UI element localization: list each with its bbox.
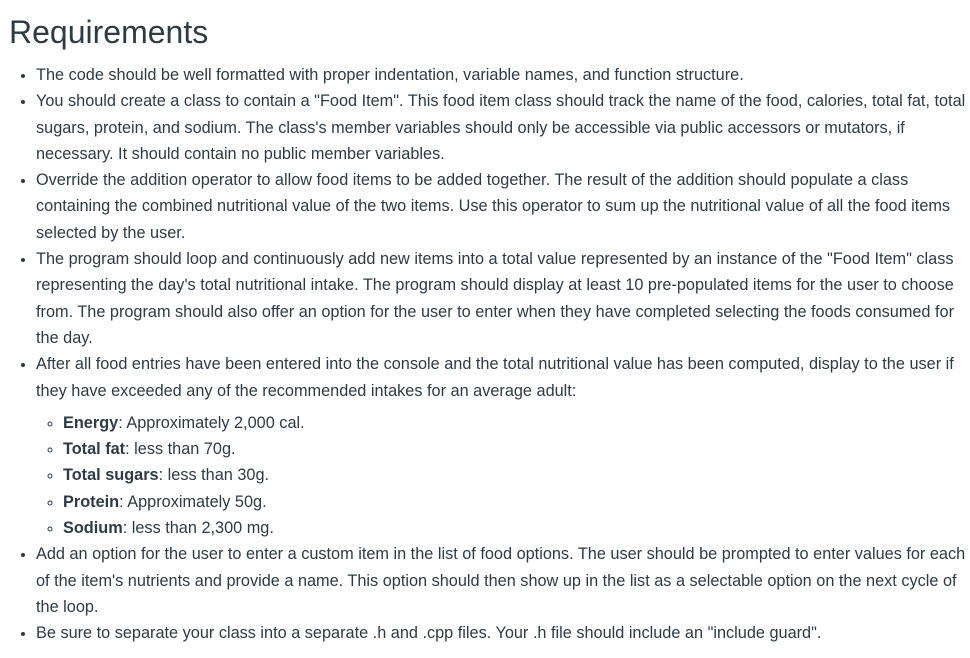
list-item-text: Be sure to separate your class into a separate .h and .cpp files. Your .h file should include an "include guard". <box>36 624 822 643</box>
intake-item <box>63 410 970 436</box>
intake-label: Protein <box>63 492 120 511</box>
intake-item <box>63 489 970 515</box>
intake-label: Total fat <box>63 440 126 459</box>
list-item-text: After all food entries have been entered into the console and the total nutritional value has been computed, display to the user if they have exceeded any of the recommended intakes for an average adult: <box>36 355 954 400</box>
intake-text: : Approximately 50g. <box>119 492 267 511</box>
intake-text: : less than 2,300 mg. <box>122 519 274 538</box>
list-item-text: Override the addition operator to allow food items to be added together. The result of the addition should populate a class containing the combined nutritional value of the two items. Use this operator to sum up the nutritional value of all the food items selected by the user. <box>36 171 951 242</box>
list-item-text: The code should be well formatted with proper indentation, variable names, and function structure. <box>36 66 744 84</box>
intake-text: : less than 30g. <box>158 466 270 485</box>
list-item-text: Add an option for the user to enter a custom item in the list of food options. The user should be prompted to enter values for each of the item's nutrients and provide a name. This option should then show up in the list as a selectable option on the next cycle of the loop. <box>36 545 966 616</box>
intake-text: : less than 70g. <box>125 440 236 459</box>
list-item <box>36 351 970 541</box>
requirements-list <box>9 62 970 647</box>
page-heading: Requirements <box>9 14 209 50</box>
intake-item <box>63 462 970 488</box>
list-item-text: The program should loop and continuously add new items into a total value represented by an instance of the "Food Item" class representing the day's total nutritional intake. The program should display at least 10 pre-populated items for the user to choose from. The program should also offer an option for the user to enter when they have completed selecting the foods consumed for the day. <box>36 250 955 347</box>
intake-text: : Approximately 2,000 cal. <box>118 413 305 432</box>
intake-label: Total sugars <box>63 466 159 485</box>
list-item <box>36 541 970 620</box>
intake-label: Sodium <box>63 519 123 538</box>
list-item-text: You should create a class to contain a "Food Item". This food item class should track the name of the food, calories, total fat, total sugars, protein, and sodium. The class's member variables should only be accessible via public accessors or mutators, if necessary. It should contain no public member variables. <box>36 92 966 163</box>
list-item <box>36 620 970 646</box>
intake-list <box>36 410 970 541</box>
list-item <box>36 167 970 246</box>
intake-item <box>63 515 970 541</box>
list-item <box>36 246 970 351</box>
intake-label: Energy <box>63 413 119 432</box>
list-item <box>36 88 970 167</box>
list-item <box>36 62 970 88</box>
intake-item <box>63 436 970 462</box>
